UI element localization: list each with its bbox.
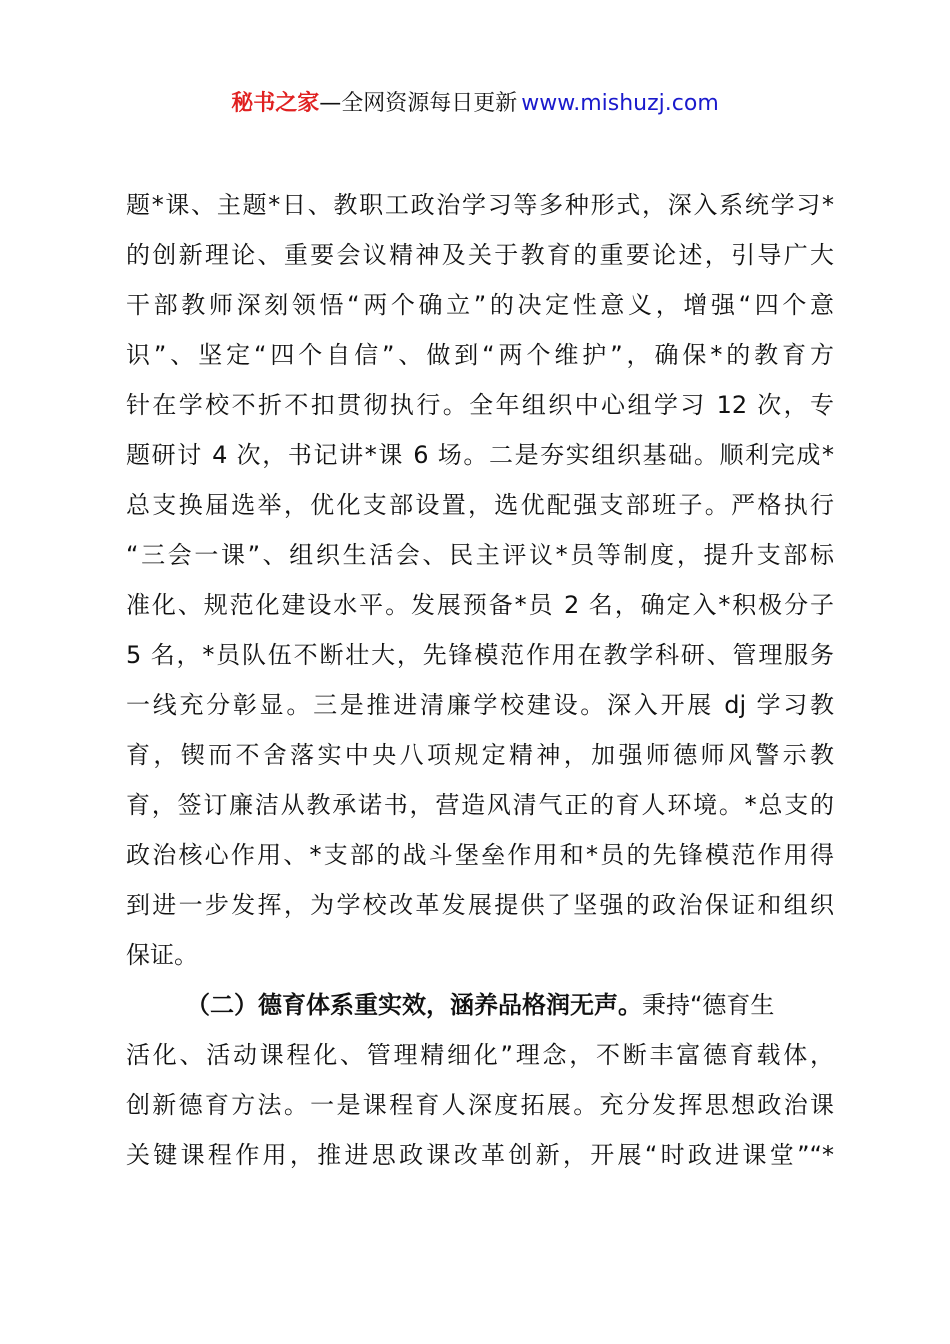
text-line: 总支换届选举，优化支部设置，选优配强支部班子。严格执行: [126, 491, 834, 519]
paragraph-1: [126, 180, 834, 980]
heading-followup: 秉持“德育生: [642, 991, 775, 1019]
text-line: 识”、坚定“四个自信”、做到“两个维护”，确保*的教育方: [126, 341, 834, 369]
text-line: 准化、规范化建设水平。发展预备*员 2 名，确定入*积极分子: [126, 591, 834, 619]
section-heading: （二）德育体系重实效，涵养品格润无声。: [186, 991, 642, 1019]
text-line: 创新德育方法。一是课程育人深度拓展。充分发挥思想政治课: [126, 1091, 834, 1119]
text-line: 干部教师深刻领悟“两个确立”的决定性意义，增强“四个意: [126, 291, 834, 319]
text-line: 活化、活动课程化、管理精细化”理念，不断丰富德育载体，: [126, 1041, 834, 1069]
text-line: 保证。: [126, 941, 198, 969]
text-line: 到进一步发挥，为学校改革发展提供了坚强的政治保证和组织: [126, 891, 834, 919]
text-line: “三会一课”、组织生活会、民主评议*员等制度，提升支部标: [126, 541, 834, 569]
text-line: 育，锲而不舍落实中央八项规定精神，加强师德师风警示教: [126, 741, 834, 769]
text-line: 的创新理论、重要会议精神及关于教育的重要论述，引导广大: [126, 241, 834, 269]
text-line: 针在学校不折不扣贯彻执行。全年组织中心组学习 12 次，专: [126, 391, 834, 419]
text-line: 题*课、主题*日、教职工政治学习等多种形式，深入系统学习*: [126, 191, 834, 219]
text-line: 一线充分彰显。三是推进清廉学校建设。深入开展 dj 学习教: [126, 691, 834, 719]
text-line: 题研讨 4 次，书记讲*课 6 场。二是夯实组织基础。顺利完成*: [126, 441, 834, 469]
document-body: [126, 180, 834, 1180]
header-slogan: —全网资源每日更新: [319, 91, 518, 116]
text-line: 育，签订廉洁从教承诺书，营造风清气正的育人环境。*总支的: [126, 791, 834, 819]
text-line: 关键课程作用，推进思政课改革创新，开展“时政进课堂”“*: [126, 1141, 834, 1169]
page-header: [0, 86, 950, 122]
website-link[interactable]: www.mishuzj.com: [521, 91, 719, 116]
text-line: [126, 980, 834, 1030]
paragraph-2: [126, 980, 834, 1180]
text-line: 政治核心作用、*支部的战斗堡垒作用和*员的先锋模范作用得: [126, 841, 834, 869]
brand-name: 秘书之家: [231, 91, 320, 116]
text-line: 5 名，*员队伍不断壮大，先锋模范作用在教学科研、管理服务: [126, 641, 834, 669]
